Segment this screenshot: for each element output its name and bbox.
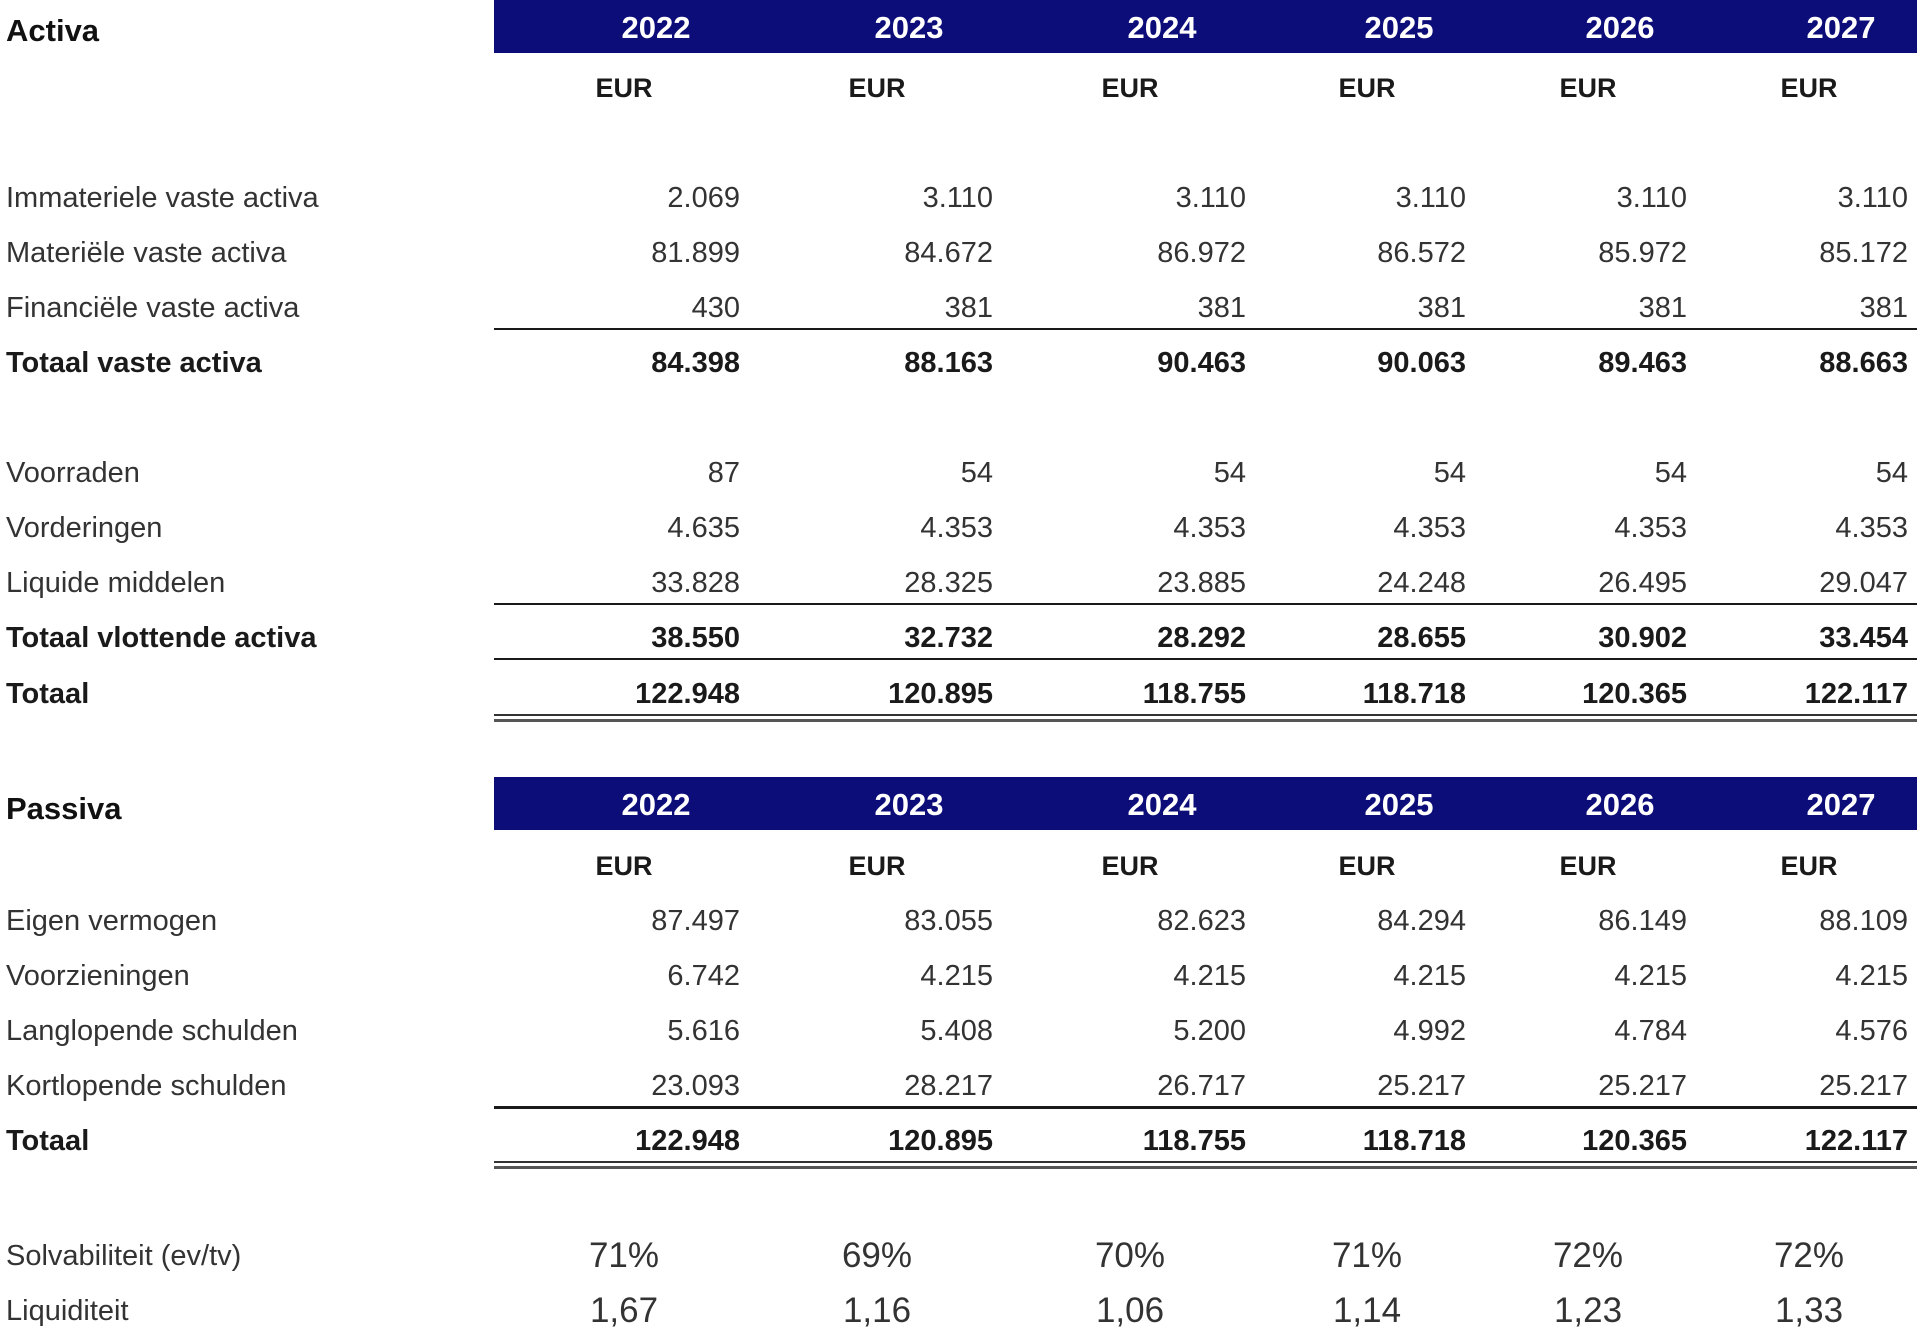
value-cell: 120.895 [888, 678, 993, 710]
activa-year-2027: 2027 [1806, 10, 1876, 45]
value-cell: 85.172 [1819, 237, 1908, 269]
value-cell: 83.055 [904, 905, 993, 937]
passiva-unit-2025: EUR [1338, 851, 1396, 881]
passiva-unit-2027: EUR [1780, 851, 1838, 881]
value-cell: 33.454 [1819, 622, 1908, 654]
value-cell: 118.755 [1142, 678, 1246, 710]
total-row [0, 667, 1920, 721]
activa-year-band [494, 0, 1917, 53]
value-cell: 122.948 [635, 1125, 740, 1157]
value-cell: 82.623 [1157, 905, 1246, 937]
value-cell: 28.292 [1157, 622, 1246, 654]
value-cell: 23.885 [1157, 567, 1246, 599]
value-cell: 81.899 [651, 237, 740, 269]
value-cell: 25.217 [1377, 1070, 1466, 1102]
table-row [0, 1004, 1920, 1058]
ratio-cell: 1,06 [1095, 1291, 1165, 1330]
activa-year-2023: 2023 [874, 10, 944, 45]
passiva-unit-2026: EUR [1559, 851, 1617, 881]
value-cell: 87.497 [651, 905, 740, 937]
value-cell: 25.217 [1598, 1070, 1687, 1102]
row-label: Totaal vaste activa [6, 347, 262, 379]
subtotal-rule [494, 603, 1917, 605]
activa-unit-2023: EUR [848, 73, 906, 103]
row-label: Liquiditeit [6, 1295, 129, 1327]
activa-unit-row [0, 61, 1920, 115]
passiva-year-2022: 2022 [621, 787, 691, 822]
ratio-cell: 72% [1552, 1236, 1624, 1275]
value-cell: 87 [707, 457, 740, 489]
value-cell: 38.550 [651, 622, 740, 654]
value-cell: 122.948 [635, 678, 740, 710]
passiva-title: Passiva [6, 791, 122, 826]
value-cell: 3.110 [1395, 182, 1466, 214]
row-label: Solvabiliteit (ev/tv) [6, 1240, 242, 1272]
value-cell: 5.616 [667, 1015, 740, 1047]
activa-year-2022: 2022 [621, 10, 691, 45]
value-cell: 4.215 [1835, 960, 1908, 992]
table-row [0, 281, 1920, 335]
row-label: Eigen vermogen [6, 905, 218, 937]
value-cell: 23.093 [651, 1070, 740, 1102]
activa-year-2026: 2026 [1585, 10, 1655, 45]
ratio-cell: 71% [588, 1236, 660, 1275]
value-cell: 28.325 [904, 567, 993, 599]
value-cell: 4.784 [1614, 1015, 1687, 1047]
row-label: Totaal vlottende activa [6, 622, 317, 654]
value-cell: 122.117 [1804, 1125, 1908, 1157]
total-rule [494, 658, 1917, 660]
row-label: Immateriele vaste activa [6, 182, 319, 214]
row-label: Vorderingen [6, 512, 163, 544]
total-double-rule [494, 714, 1917, 722]
value-cell: 4.635 [667, 512, 740, 544]
row-label: Langlopende schulden [6, 1015, 298, 1047]
row-label: Voorzieningen [6, 960, 190, 992]
ratio-row-solvency [0, 1229, 1920, 1283]
value-cell: 4.215 [920, 960, 993, 992]
value-cell: 120.365 [1582, 678, 1687, 710]
value-cell: 4.353 [920, 512, 993, 544]
subtotal-rule [494, 328, 1917, 330]
value-cell: 28.217 [904, 1070, 993, 1102]
value-cell: 4.576 [1835, 1015, 1908, 1047]
value-cell: 2.069 [667, 182, 740, 214]
table-row [0, 1059, 1920, 1113]
value-cell: 90.463 [1157, 347, 1246, 379]
value-cell: 88.109 [1819, 905, 1908, 937]
value-cell: 90.063 [1377, 347, 1466, 379]
value-cell: 4.215 [1393, 960, 1466, 992]
total-rule [494, 1106, 1917, 1109]
ratio-cell: 72% [1773, 1236, 1845, 1275]
ratio-cell: 70% [1094, 1236, 1166, 1275]
value-cell: 84.672 [904, 237, 993, 269]
activa-unit-2026: EUR [1559, 73, 1617, 103]
value-cell: 26.495 [1598, 567, 1687, 599]
value-cell: 28.655 [1377, 622, 1466, 654]
value-cell: 5.200 [1173, 1015, 1246, 1047]
value-cell: 4.353 [1173, 512, 1246, 544]
value-cell: 4.215 [1614, 960, 1687, 992]
value-cell: 54 [1213, 457, 1246, 489]
value-cell: 122.117 [1804, 678, 1908, 710]
activa-title: Activa [6, 13, 100, 48]
value-cell: 381 [1417, 292, 1466, 324]
value-cell: 4.353 [1835, 512, 1908, 544]
table-row [0, 556, 1920, 610]
value-cell: 25.217 [1819, 1070, 1908, 1102]
ratio-row-liquidity [0, 1284, 1920, 1338]
value-cell: 3.110 [922, 182, 993, 214]
passiva-unit-2023: EUR [848, 851, 906, 881]
table-row [0, 171, 1920, 225]
activa-unit-2022: EUR [595, 73, 653, 103]
row-label: Totaal [6, 1125, 90, 1157]
value-cell: 120.895 [888, 1125, 993, 1157]
row-label: Materiële vaste activa [6, 237, 287, 269]
row-label: Totaal [6, 678, 90, 710]
ratio-cell: 1,23 [1553, 1291, 1623, 1330]
subtotal-row [0, 611, 1920, 665]
passiva-year-2025: 2025 [1364, 787, 1434, 822]
value-cell: 85.972 [1598, 237, 1687, 269]
value-cell: 381 [1197, 292, 1246, 324]
ratio-cell: 1,33 [1774, 1291, 1844, 1330]
ratio-cell: 1,16 [842, 1291, 912, 1330]
ratio-cell: 1,67 [589, 1291, 659, 1330]
value-cell: 118.718 [1362, 1125, 1466, 1157]
activa-year-2024: 2024 [1127, 10, 1197, 45]
value-cell: 26.717 [1157, 1070, 1246, 1102]
value-cell: 6.742 [667, 960, 740, 992]
row-label: Liquide middelen [6, 567, 226, 599]
passiva-year-2027: 2027 [1806, 787, 1876, 822]
table-row [0, 501, 1920, 555]
passiva-unit-2022: EUR [595, 851, 653, 881]
value-cell: 24.248 [1377, 567, 1466, 599]
value-cell: 3.110 [1837, 182, 1908, 214]
activa-unit-2025: EUR [1338, 73, 1396, 103]
value-cell: 381 [1859, 292, 1908, 324]
value-cell: 29.047 [1819, 567, 1908, 599]
table-row [0, 226, 1920, 280]
ratio-cell: 69% [841, 1236, 913, 1275]
row-label: Financiële vaste activa [6, 292, 300, 324]
value-cell: 118.718 [1362, 678, 1466, 710]
value-cell: 381 [1638, 292, 1687, 324]
value-cell: 54 [1433, 457, 1466, 489]
total-double-rule [494, 1161, 1917, 1169]
value-cell: 54 [960, 457, 993, 489]
passiva-year-2024: 2024 [1127, 787, 1197, 822]
passiva-unit-row [0, 839, 1920, 893]
row-label: Kortlopende schulden [6, 1070, 287, 1102]
table-row [0, 894, 1920, 948]
value-cell: 54 [1875, 457, 1908, 489]
value-cell: 54 [1654, 457, 1687, 489]
value-cell: 84.294 [1377, 905, 1466, 937]
ratio-cell: 1,14 [1332, 1291, 1402, 1330]
activa-year-2025: 2025 [1364, 10, 1434, 45]
passiva-year-2023: 2023 [874, 787, 944, 822]
passiva-year-2026: 2026 [1585, 787, 1655, 822]
value-cell: 430 [691, 292, 740, 324]
table-row [0, 949, 1920, 1003]
value-cell: 4.353 [1614, 512, 1687, 544]
value-cell: 30.902 [1598, 622, 1687, 654]
value-cell: 88.163 [904, 347, 993, 379]
ratio-cell: 71% [1331, 1236, 1403, 1275]
value-cell: 89.463 [1598, 347, 1687, 379]
value-cell: 118.755 [1142, 1125, 1246, 1157]
total-row [0, 1114, 1920, 1168]
value-cell: 3.110 [1616, 182, 1687, 214]
table-row [0, 446, 1920, 500]
activa-unit-2027: EUR [1780, 73, 1838, 103]
value-cell: 86.572 [1377, 237, 1466, 269]
value-cell: 88.663 [1819, 347, 1908, 379]
value-cell: 4.353 [1393, 512, 1466, 544]
passiva-year-band [494, 777, 1917, 830]
subtotal-row [0, 336, 1920, 390]
value-cell: 4.215 [1173, 960, 1246, 992]
value-cell: 84.398 [651, 347, 740, 379]
value-cell: 5.408 [920, 1015, 993, 1047]
value-cell: 3.110 [1175, 182, 1246, 214]
activa-unit-2024: EUR [1101, 73, 1159, 103]
value-cell: 120.365 [1582, 1125, 1687, 1157]
value-cell: 381 [944, 292, 993, 324]
value-cell: 32.732 [904, 622, 993, 654]
value-cell: 86.972 [1157, 237, 1246, 269]
value-cell: 33.828 [651, 567, 740, 599]
value-cell: 4.992 [1393, 1015, 1466, 1047]
value-cell: 86.149 [1598, 905, 1687, 937]
passiva-unit-2024: EUR [1101, 851, 1159, 881]
row-label: Voorraden [6, 457, 140, 489]
